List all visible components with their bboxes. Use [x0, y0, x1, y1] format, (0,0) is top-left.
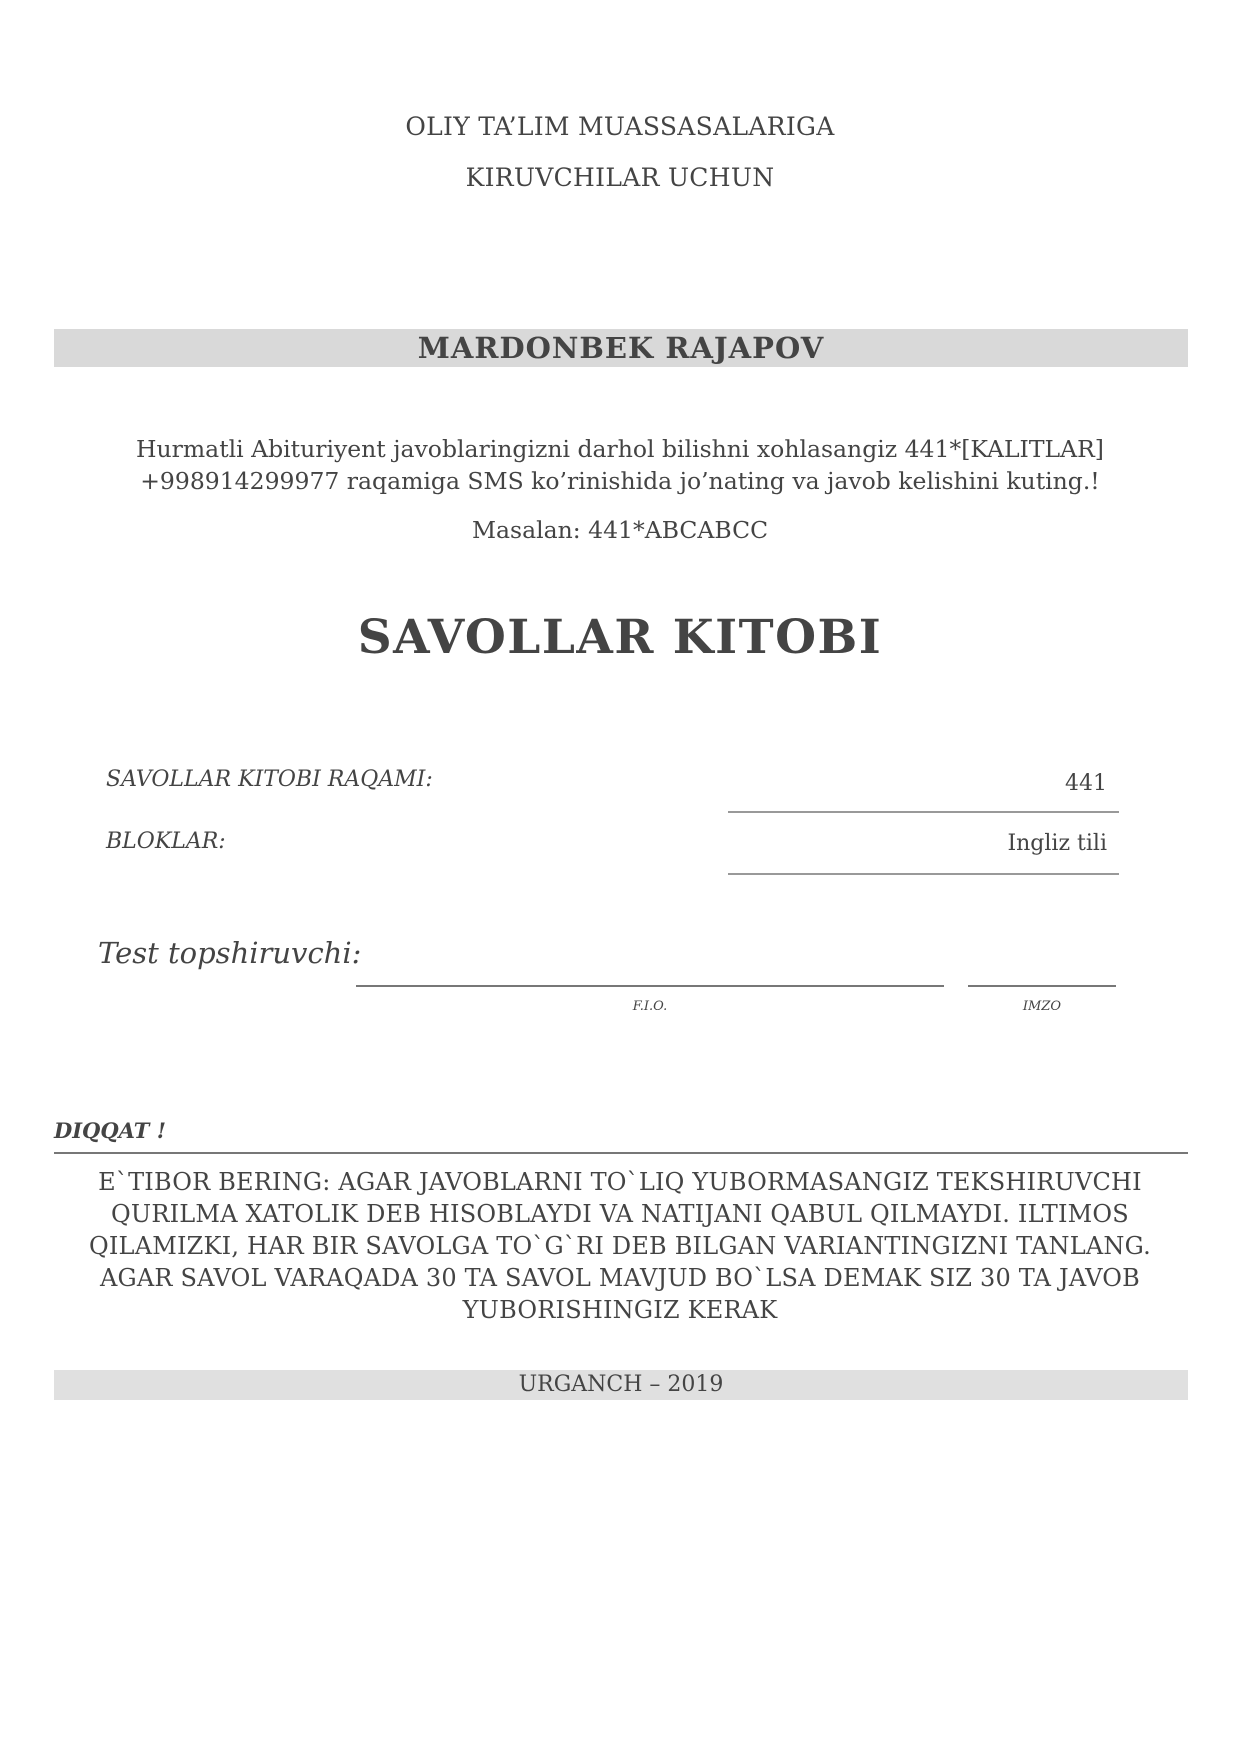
fio-line — [356, 985, 944, 987]
notice-line-2: QURILMA XATOLIK DEB HISOBLAYDI VA NATIJANI QABUL QILMAYDI. ILTIMOS — [111, 1200, 1129, 1228]
test-taker-label: Test topshiruvchi: — [98, 936, 362, 970]
book-number-underline — [728, 811, 1119, 813]
notice-line-4: AGAR SAVOL VARAQADA 30 TA SAVOL MAVJUD BO`LSA DEMAK SIZ 30 TA JAVOB — [100, 1264, 1140, 1292]
book-number-label: SAVOLLAR KITOBI RAQAMI: — [106, 767, 433, 792]
notice-line-1: E`TIBOR BERING: AGAR JAVOBLARNI TO`LIQ YUBORMASANGIZ TEKSHIRUVCHI — [98, 1168, 1142, 1196]
footer-band — [54, 1370, 1188, 1400]
header-line-1: OLIY TA’LIM MUASSASALARIGA — [405, 112, 835, 141]
notice-line-3: QILAMIZKI, HAR BIR SAVOLGA TO`G`RI DEB BILGAN VARIANTINGIZNI TANLANG. — [89, 1232, 1151, 1260]
book-number-value: 441 — [1065, 771, 1107, 796]
author-band — [54, 329, 1188, 367]
imzo-line — [968, 985, 1116, 987]
author-name: MARDONBEK RAJAPOV — [417, 331, 825, 365]
imzo-caption: IMZO — [1022, 999, 1062, 1014]
header-line-2: KIRUVCHILAR UCHUN — [465, 163, 775, 192]
blocks-underline — [728, 873, 1119, 875]
blocks-label: BLOKLAR: — [106, 829, 226, 854]
info-line-1: Hurmatli Abituriyent javoblaringizni darhol bilishni xohlasangiz 441*[KALITLAR] — [136, 435, 1104, 463]
fio-caption: F.I.O. — [632, 999, 668, 1014]
notice-divider — [54, 1152, 1188, 1154]
notice-line-5: YUBORISHINGIZ KERAK — [462, 1296, 778, 1324]
footer-text: URGANCH – 2019 — [518, 1372, 724, 1397]
blocks-value: Ingliz tili — [1007, 831, 1107, 856]
info-example: Masalan: 441*ABCABCC — [471, 516, 769, 544]
notice-heading: DIQQAT ! — [54, 1118, 166, 1143]
page-title: SAVOLLAR KITOBI — [357, 610, 883, 665]
notice-text — [80, 1166, 1160, 1326]
info-line-2: +998914299977 raqamiga SMS ko’rinishida jo’nating va javob kelishini kuting.! — [140, 467, 1100, 495]
